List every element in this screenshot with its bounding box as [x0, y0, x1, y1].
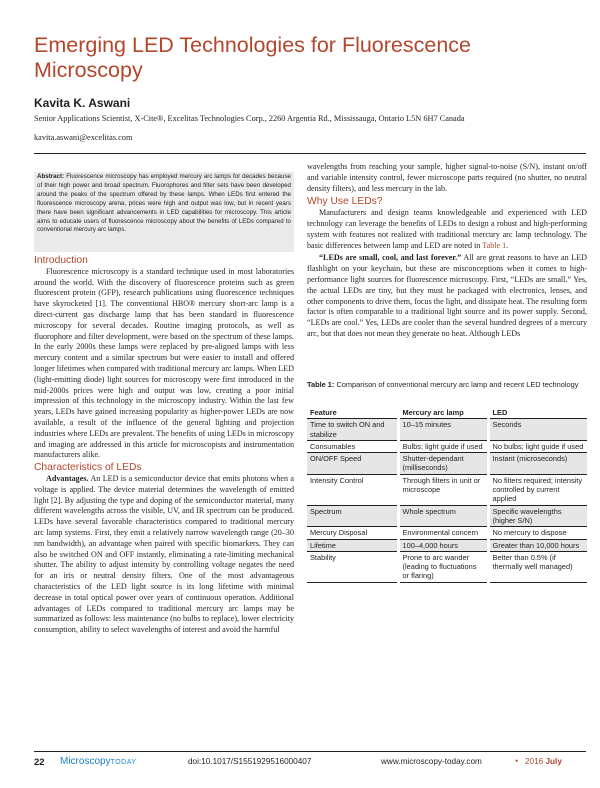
comparison-table [307, 407, 587, 583]
microscopy-today-logo [60, 756, 137, 767]
logo-sub: TODAY [110, 759, 137, 766]
table-cell: Spectrum [307, 505, 398, 527]
table-cell: Specific wavelengths (higher S/N) [488, 505, 587, 527]
page-number: 22 [34, 757, 45, 768]
why-leds-period: . [506, 240, 509, 250]
issue-month: July [545, 757, 562, 766]
table-cell: 10–15 minutes [398, 419, 488, 441]
table-cell: Intensity Control [307, 474, 398, 505]
table-cell: Greater than 10,000 hours [488, 539, 587, 551]
table-cell: Bulbs; light guide if used [398, 440, 488, 452]
table-cell: Whole spectrum [398, 505, 488, 527]
table-caption-label: Table 1: [307, 380, 335, 389]
author-name: Kavita K. Aswani [34, 96, 131, 110]
table-cell: No bulbs; light guide if used [488, 440, 587, 452]
misconceptions-paragraph [307, 253, 587, 339]
table-row [307, 440, 587, 452]
table-cell: Lifetime [307, 539, 398, 551]
abstract-text: Fluorescence microscopy has employed mercury arc lamps for decades because of their high power and broad spectrum. Fluorophores and filter sets have been developed around the peaks of the spectrum offered by these lamps. When LEDs first entered the fluorescence microscopy arena, prices were high and output was low, but in recent years there have been significant advancements in LED capabilities for microscopy. This article aims to educate users of fluorescence microscopy about the benefits of LEDs compared to conventional mercury arc lamps. [37, 173, 291, 234]
misconceptions-text: All are great reasons to have an LED flashlight on your keychain, but these are misconceptions when it comes to high-performance light sources for fluorescence microscopy. First, “LEDs are small.” Yes, the actual LEDs are tiny, but they must be packaged with electronics, lenses, and other components to drive them, focus the light, and dissipate heat. The resulting form factor is often comparable to a traditional light source and its power supply. Second, “LEDs are cool.” Yes, LEDs are cooler than the several hundred degrees of a mercury arc, but that does not mean they generate no heat. Although LEDs [307, 253, 587, 338]
table-cell: 100–4,000 hours [398, 539, 488, 551]
website-link[interactable]: www.microscopy-today.com [381, 757, 482, 766]
table-cell: Environmental concern [398, 527, 488, 539]
right-column [307, 162, 587, 340]
table-cell: Through filters in unit or microscope [398, 474, 488, 505]
why-leds-paragraph [307, 208, 587, 251]
table-cell: Mercury Disposal [307, 527, 398, 539]
introduction-paragraph: Fluorescence microscopy is a standard technique used in most laboratories around the world. With the discovery of fluorescence proteins such as green fluorescent protein (GFP), research publications using fluorescence techniques have skyrocketed [1]. The conventional HBO® mercury short-arc lamp is a direct-current gas discharge lamp that has been standard in fluorescence microscopy for several decades. Routine imaging protocols, as well as fluorophore and filter development, were based on the spectrum of these lamps. In the early 2000s these lamps were replaced by pre-aligned lamps with less mercury content and a similar spectrum but were easier to install and offered longer lifetimes when compared with traditional mercury arc lamps. When LED (light-emitting diode) light sources for microscopy were first introduced in the mid-2000s prices were high and output was low, creating a poor initial impression of this technology in the microscopy industry. Within the last few years, LEDs have gained increasing popularity as higher-power LEDs are now available, a result of the influence of the general lighting and projection industries where LEDs are prevalent. The benefits of using LEDs in microscopy and imaging are addressed in this article for microscopists and instrumentation manufacturers alike. [34, 266, 294, 460]
table-cell: Prone to arc wander (leading to fluctuations or flaring) [398, 551, 488, 582]
table-cell: Better than 0.5% (if thermally well managed) [488, 551, 587, 582]
table-header-row [307, 407, 587, 419]
article-title: Emerging LED Technologies for Fluorescence Microscopy [34, 33, 472, 82]
doi[interactable]: doi:10.1017/S1551929516000407 [188, 757, 312, 766]
characteristics-text: An LED is a semiconductor device that emits photons when a voltage is applied. The device material determines the wavelength of emitted light [2]. By adjusting the type and doping of the semiconductor material, many different wavelengths across the visible, UV, and IR spectrum can be produced. LEDs have several favorable characteristics compared to traditional mercury arc lamp systems. First, they emit a relatively narrow wavelength range (20–30 nm bandwidth), an advantage when paired with specific biomarkers. They can also be switched ON and OFF instantly, eliminating a rate-limiting mechanical shutter. The ability to adjust intensity by controlling voltage negates the need for an iris or neutral density filters. One of the most advantageous characteristics of the LED light source is its long lifetime with minimal decrease in total optical power over years of continuous operation. Additional advantages of LEDs compared to traditional mercury arc lamps may be summarized as follows: less maintenance (no bulbs to replace), lower electricity consumption, ability to select wavelengths of interest and avoid the harmful [34, 473, 294, 635]
issue-year: 2016 [525, 757, 544, 766]
header-feature: Feature [307, 407, 398, 419]
table-row [307, 453, 587, 475]
table-cell: Seconds [488, 419, 587, 441]
table-cell: ON/OFF Speed [307, 453, 398, 475]
footer-bullet: • [515, 756, 519, 766]
issue-date [525, 757, 562, 766]
misconception-quote: “LEDs are small, cool, and last forever.” [319, 253, 462, 263]
logo-main: Microscopy [60, 756, 111, 767]
table-row [307, 505, 587, 527]
table-cell: No mercury to dispose [488, 527, 587, 539]
abstract-box [34, 172, 294, 252]
abstract-label: Abstract: [37, 173, 65, 180]
continuation-paragraph: wavelengths from reaching your sample, higher signal-to-noise (S/N), instant on/off and variable intensity control, fewer microscope parts required (no shutter, no neutral density filters), and less mercury in the lab. [307, 162, 587, 193]
table-cell: Shutter-dependant (milliseconds) [398, 453, 488, 475]
author-email[interactable]: kavita.aswani@excelitas.com [34, 133, 133, 142]
header-led: LED [488, 407, 587, 419]
table-1-link[interactable]: Table 1 [482, 240, 507, 250]
page-footer [0, 752, 600, 788]
table-cell: Instant (microseconds) [488, 453, 587, 475]
why-use-leds-heading: Why Use LEDs? [307, 196, 383, 208]
table-row [307, 539, 587, 551]
characteristics-heading: Characteristics of LEDs [34, 462, 142, 474]
table-row [307, 527, 587, 539]
table-row [307, 474, 587, 505]
header-mercury: Mercury arc lamp [398, 407, 488, 419]
table-cell: Consumables [307, 440, 398, 452]
characteristics-paragraph [34, 474, 294, 636]
introduction-heading: Introduction [34, 255, 88, 266]
advantages-lead: Advantages. [46, 473, 89, 483]
table-cell: Time to switch ON and stabilize [307, 419, 398, 441]
table-cell: No filters required; intensity controlled by current applied [488, 474, 587, 505]
table-row [307, 551, 587, 582]
table-row [307, 419, 587, 441]
header-divider [34, 153, 586, 154]
author-affiliation: Senior Applications Scientist, X-Cite®, Excelitas Technologies Corp., 2260 Argentia Rd., Mississauga, Ontario L5N 6H7 Canada [34, 114, 465, 123]
table-cell: Stability [307, 551, 398, 582]
table-caption [307, 380, 587, 389]
table-caption-text: Comparison of conventional mercury arc lamp and recent LED technology [336, 380, 579, 389]
why-leds-text: Manufacturers and design teams knowledgeable and experienced with LED technology can leverage the benefits of LEDs to design a robust and high-performing system with features not realized with traditional mercury arc lamp technology. The basic differences between lamp and LED are noted in [307, 208, 587, 250]
left-column [34, 256, 294, 636]
